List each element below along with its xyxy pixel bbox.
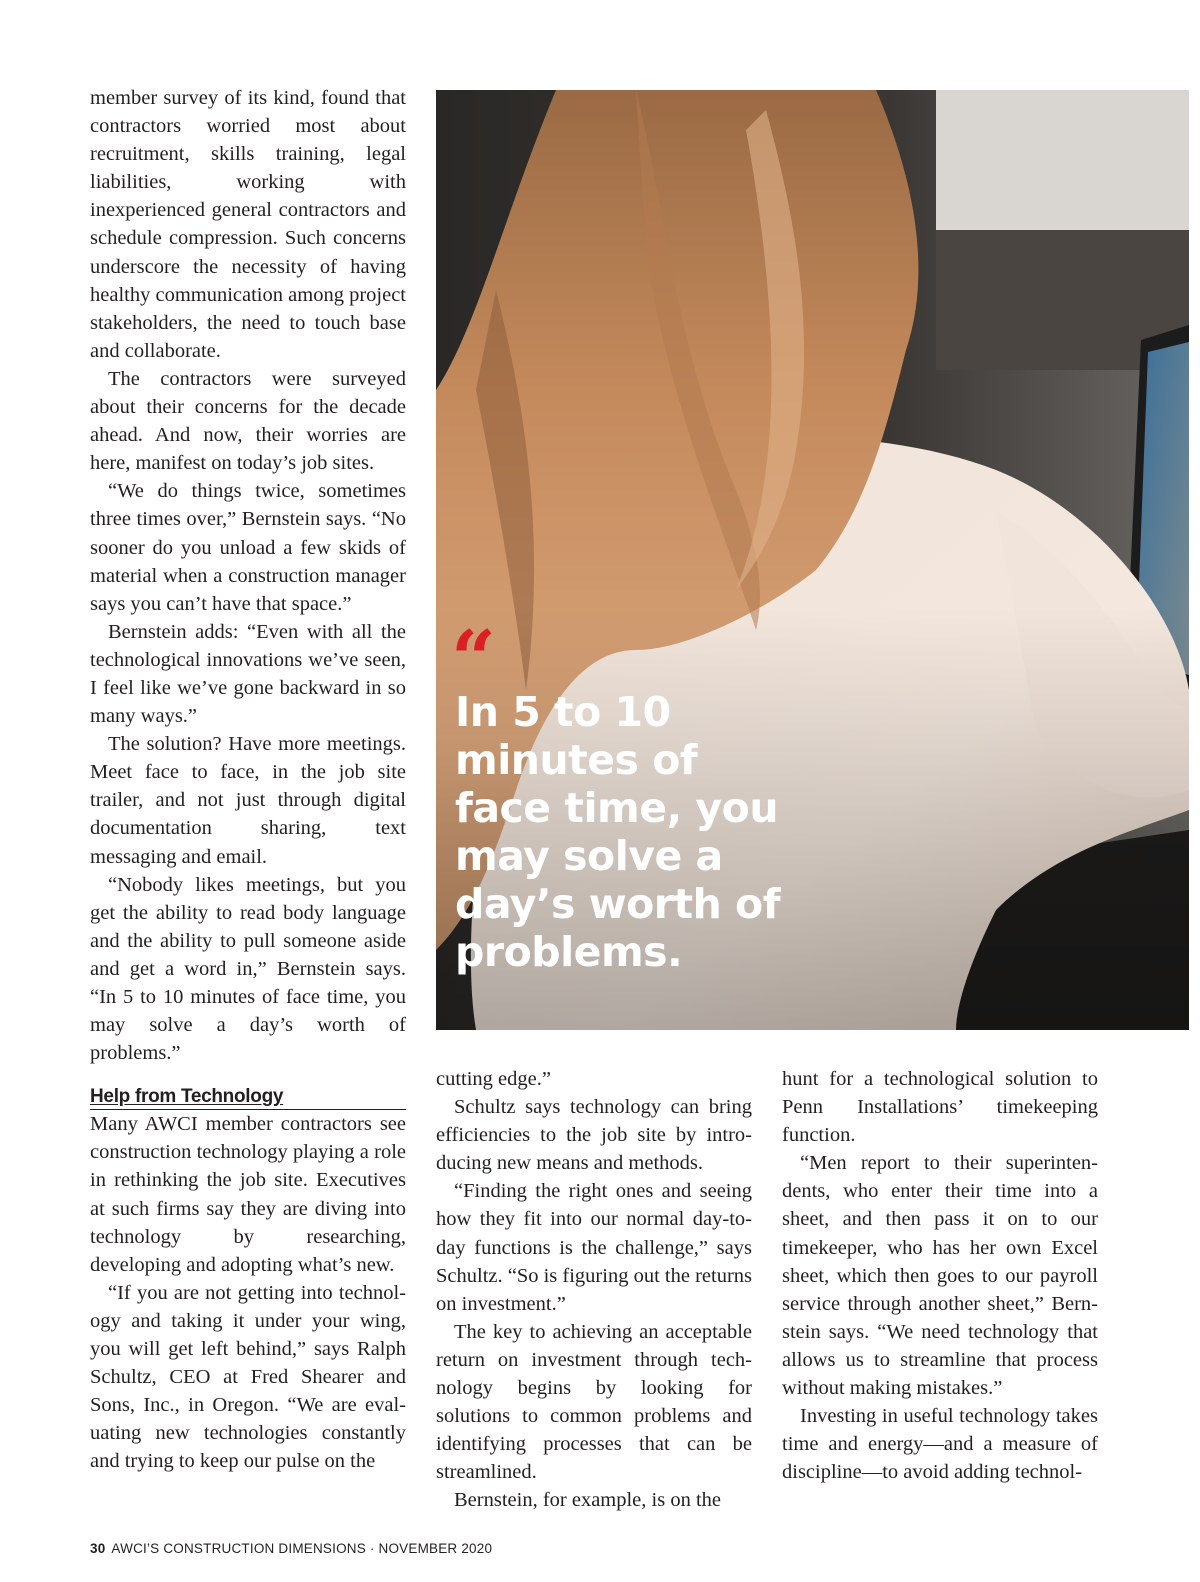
paragraph: The contractors were surveyed about their concerns for the decade ahead. And now, their worries are here, manifest on today’s job sites.	[90, 367, 406, 475]
paragraph: “Finding the right ones and seeing how they fit into our normal day-to-day functions is the challenge,” says Schultz. “So is figuring out the returns on investment.”	[436, 1180, 752, 1315]
pull-quote	[451, 614, 785, 976]
page-number: 30	[90, 1541, 106, 1556]
paragraph: “If you are not getting into technology and taking it under your wing, you will get left behind,” says Ralph Schultz, CEO at Fred Shearer and Sons, Inc., in Oregon. “We are evaluating new technologies constantly and trying to keep our pulse on the	[90, 1281, 406, 1473]
paragraph: Investing in useful technology takes time and energy—and a measure of discipline—to avoid adding technol-	[782, 1405, 1098, 1484]
paragraph: member survey of its kind, found that contractors worried most about recruitment, skills training, legal liabilities, working with inexperienced general contractors and schedule compression. Such concerns underscore the necessity of having healthy communication among project stakeholders, the need to touch base and collaborate.	[90, 87, 406, 362]
paragraph: The solution? Have more meetings. Meet face to face, in the job site trailer, and not just through digital documentation sharing, text messaging and email.	[90, 733, 406, 868]
paragraph: “Men report to their superintendents, who enter their time into a sheet, and then pass it on to our timekeeper, who has her own Excel sheet, which then goes to our payroll service through another sheet,” Bernstein says. “We need technology that allows us to streamline that process without making mistakes.”	[782, 1152, 1098, 1400]
paragraph: Bernstein, for example, is on the	[454, 1489, 722, 1512]
paragraph: “Nobody likes meetings, but you get the ability to read body language and the ability to pull someone aside and get a word in,” Bernstein says. “In 5 to 10 minutes of face time, you may solve a day’s worth of problems.”	[90, 873, 406, 1065]
quote-mark-icon: “	[451, 614, 496, 705]
paragraph: The key to achieving an acceptable return on investment through technology begins by looking for solutions to common problems and identifying processes that can be streamlined.	[436, 1320, 752, 1484]
section-subhead: Help from Technology	[90, 1085, 406, 1110]
paragraph: cutting edge.”	[436, 1068, 551, 1090]
paragraph: Schultz says technology can bring efficiencies to the job site by introducing new means and methods.	[436, 1096, 752, 1175]
article-column-3	[782, 1065, 1098, 1486]
pull-quote-text: In 5 to 10 minutes of face time, you may solve a day’s worth of problems.	[455, 688, 781, 976]
paragraph: Bernstein adds: “Even with all the technological innovations we’ve seen, I feel like we’ve gone backward in so many ways.”	[90, 620, 406, 728]
page-footer	[90, 1541, 492, 1556]
paragraph: hunt for a technological solution to Penn Installations’ timekeeping function.	[782, 1068, 1098, 1147]
paragraph: Many AWCI member contractors see construction technology playing a role in rethinking the job site. Executives at such firms say they are diving into technology by researching, developing and adopting what’s new.	[90, 1113, 406, 1276]
publication-name: AWCI’S CONSTRUCTION DIMENSIONS · NOVEMBER 2020	[111, 1541, 493, 1556]
article-column-1	[90, 84, 406, 1476]
paragraph: “We do things twice, sometimes three times over,” Bernstein says. “No sooner do you unload a few skids of material when a construction manager says you can’t have that space.”	[90, 480, 406, 615]
article-column-2	[436, 1065, 752, 1515]
